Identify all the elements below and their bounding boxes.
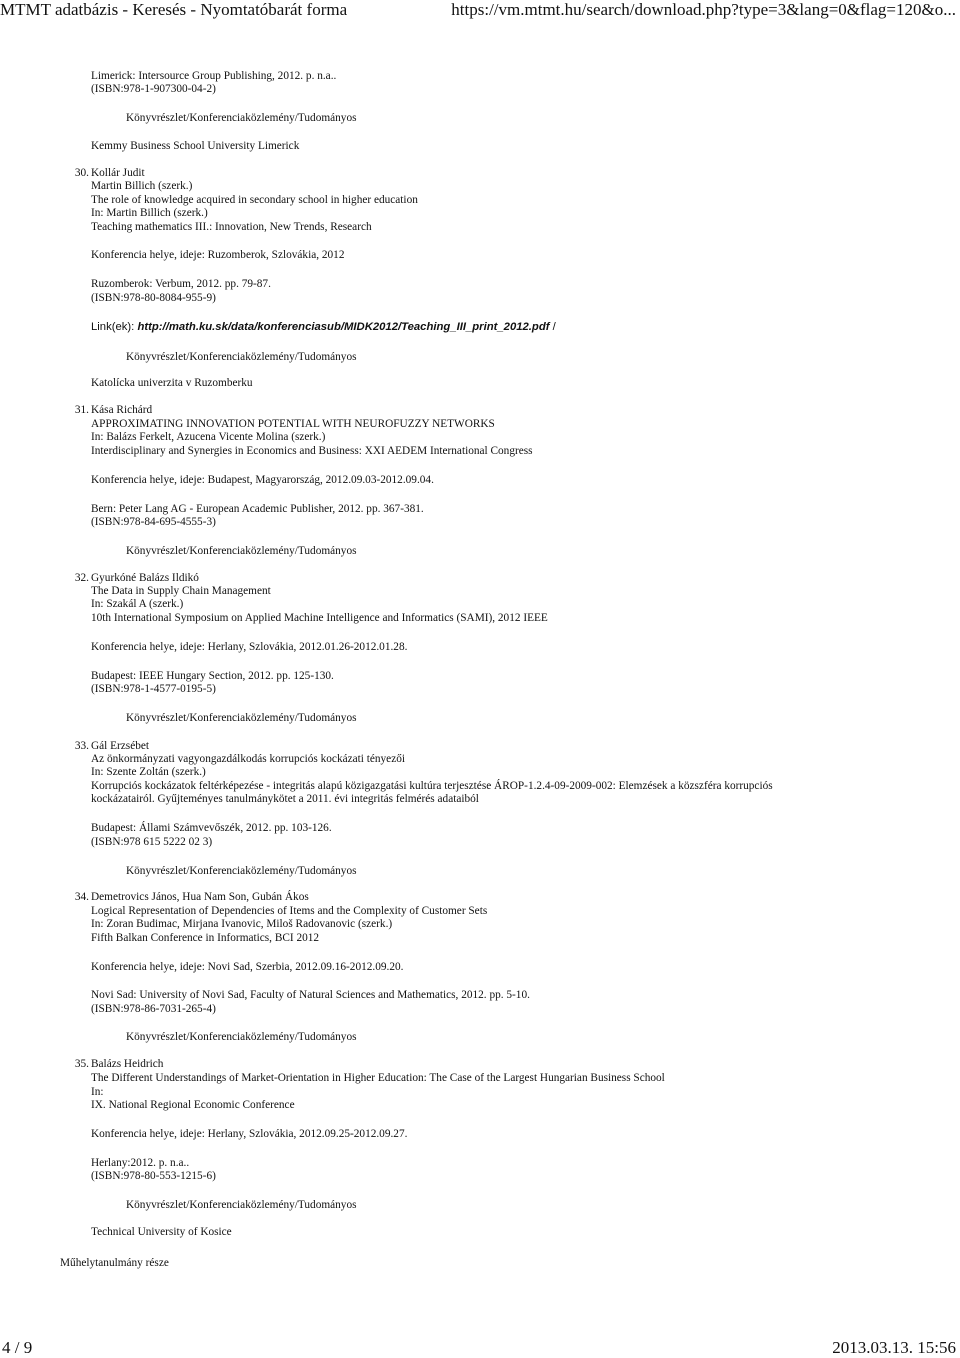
entry-number: 32. <box>74 572 89 584</box>
prev-category: Könyvrészlet/Konferenciaközlemény/Tudományos <box>126 112 357 124</box>
entry-conference: Konferencia helye, ideje: Novi Sad, Szerbia, 2012.09.16-2012.09.20. <box>91 961 404 973</box>
entry-category: Könyvrészlet/Konferenciaközlemény/Tudományos <box>126 545 357 557</box>
prev-isbn: (ISBN:978-1-907300-04-2) <box>91 83 216 95</box>
entry-category: Könyvrészlet/Konferenciaközlemény/Tudományos <box>126 865 357 877</box>
entry-title: Az önkormányzati vagyongazdálkodás korrupciós kockázati tényezői <box>91 753 406 765</box>
entry-category: Könyvrészlet/Konferenciaközlemény/Tudományos <box>126 351 357 363</box>
entry-link-url[interactable]: http://math.ku.sk/data/konferenciasub/MIDK2012/Teaching_III_print_2012.pdf <box>137 321 550 333</box>
page-counter: 4 / 9 <box>2 1338 33 1357</box>
entry-link-label: Link(ek): <box>91 321 135 333</box>
entry-isbn: (ISBN:978-1-4577-0195-5) <box>91 683 216 695</box>
entry-author: Demetrovics János, Hua Nam Son, Gubán Ákos <box>91 891 309 903</box>
entry-author: Gál Erzsébet <box>91 740 150 752</box>
entry-publisher: Ruzomberok: Verbum, 2012. pp. 79-87. <box>91 278 271 290</box>
entry-book: Fifth Balkan Conference in Informatics, BCI 2012 <box>91 932 320 944</box>
prev-publisher: Limerick: Intersource Group Publishing, 2012. p. n.a.. <box>91 70 337 82</box>
entry-isbn: (ISBN:978-80-8084-955-9) <box>91 292 216 304</box>
prev-institution: Kemmy Business School University Limerick <box>91 140 300 152</box>
entry-book: Interdisciplinary and Synergies in Economics and Business: XXI AEDEM International Congress <box>91 445 533 457</box>
entry-publisher: Herlany:2012. p. n.a.. <box>91 1157 190 1169</box>
entry-number: 31. <box>74 404 89 416</box>
entry-number: 35. <box>74 1058 89 1070</box>
entry-publisher: Bern: Peter Lang AG - European Academic Publisher, 2012. pp. 367-381. <box>91 503 424 515</box>
entry-number: 34. <box>74 891 89 903</box>
print-datetime: 2013.03.13. 15:56 <box>832 1338 956 1357</box>
entry-isbn: (ISBN:978-80-553-1215-6) <box>91 1170 216 1182</box>
entry-book: 10th International Symposium on Applied Machine Intelligence and Informatics (SAMI), 2012 IEEE <box>91 612 548 624</box>
print-header-title: MTMT adatbázis - Keresés - Nyomtatóbarát forma <box>0 0 348 19</box>
entry-author: Balázs Heidrich <box>91 1058 164 1070</box>
entry-in: In: Szente Zoltán (szerk.) <box>91 766 206 778</box>
entry-institution: Katolícka univerzita v Ruzomberku <box>91 377 253 389</box>
entry-book: Teaching mathematics III.: Innovation, New Trends, Research <box>91 221 372 233</box>
entry-editor: Martin Billich (szerk.) <box>91 180 193 192</box>
entry-in: In: Szakál A (szerk.) <box>91 598 184 610</box>
entry-isbn: (ISBN:978 615 5222 02 3) <box>91 836 213 848</box>
print-header-url: https://vm.mtmt.hu/search/download.php?type=3&lang=0&flag=120&o... <box>451 0 956 19</box>
entry-conference: Konferencia helye, ideje: Ruzomberok, Szlovákia, 2012 <box>91 249 345 261</box>
entry-author: Gyurkóné Balázs Ildikó <box>91 572 199 584</box>
entry-category: Könyvrészlet/Konferenciaközlemény/Tudományos <box>126 1199 357 1211</box>
entry-in: In: Zoran Budimac, Mirjana Ivanovic, Miloš Radovanovic (szerk.) <box>91 918 393 930</box>
entry-title: APPROXIMATING INNOVATION POTENTIAL WITH NEUROFUZZY NETWORKS <box>91 418 495 430</box>
entry-title: Logical Representation of Dependencies of Items and the Complexity of Customer Sets <box>91 905 488 917</box>
section-heading: Műhelytanulmány része <box>60 1257 169 1269</box>
entry-book-line1: Korrupciós kockázatok feltérképezése - integritás alapú közigazgatási kultúra terjesztése ÁROP-1.2.4-09-2009-002: Elemzések a közszféra korrupciós <box>91 780 773 792</box>
entry-publisher: Novi Sad: University of Novi Sad, Faculty of Natural Sciences and Mathematics, 2012. pp. 5-10. <box>91 989 530 1001</box>
entry-institution: Technical University of Kosice <box>91 1226 232 1238</box>
entry-publisher: Budapest: Állami Számvevőszék, 2012. pp. 103-126. <box>91 822 332 834</box>
entry-book: IX. National Regional Economic Conference <box>91 1099 295 1111</box>
entry-title: The Data in Supply Chain Management <box>91 585 271 597</box>
entry-title: The role of knowledge acquired in secondary school in higher education <box>91 194 418 206</box>
entry-number: 30. <box>74 167 89 179</box>
entry-author: Kollár Judit <box>91 167 145 179</box>
entry-conference: Konferencia helye, ideje: Herlany, Szlovákia, 2012.01.26-2012.01.28. <box>91 641 408 653</box>
entry-conference: Konferencia helye, ideje: Budapest, Magyarország, 2012.09.03-2012.09.04. <box>91 474 434 486</box>
entry-title: The Different Understandings of Market-Orientation in Higher Education: The Case of the Largest Hungarian Business School <box>91 1072 665 1084</box>
entry-in: In: Balázs Ferkelt, Azucena Vicente Molina (szerk.) <box>91 431 326 443</box>
entry-link-row <box>91 321 556 334</box>
entry-isbn: (ISBN:978-86-7031-265-4) <box>91 1003 216 1015</box>
entry-author: Kása Richárd <box>91 404 153 416</box>
entry-in: In: Martin Billich (szerk.) <box>91 207 208 219</box>
entry-book-line2: kockázatairól. Gyűjteményes tanulmánykötet a 2011. évi integritás felmérés adataiból <box>91 793 479 805</box>
entry-publisher: Budapest: IEEE Hungary Section, 2012. pp. 125-130. <box>91 670 334 682</box>
entry-link-suffix: / <box>549 321 556 333</box>
entry-conference: Konferencia helye, ideje: Herlany, Szlovákia, 2012.09.25-2012.09.27. <box>91 1128 408 1140</box>
entry-category: Könyvrészlet/Konferenciaközlemény/Tudományos <box>126 1031 357 1043</box>
entry-isbn: (ISBN:978-84-695-4555-3) <box>91 516 216 528</box>
entry-in: In: <box>91 1086 104 1098</box>
entry-number: 33. <box>74 740 89 752</box>
entry-category: Könyvrészlet/Konferenciaközlemény/Tudományos <box>126 712 357 724</box>
